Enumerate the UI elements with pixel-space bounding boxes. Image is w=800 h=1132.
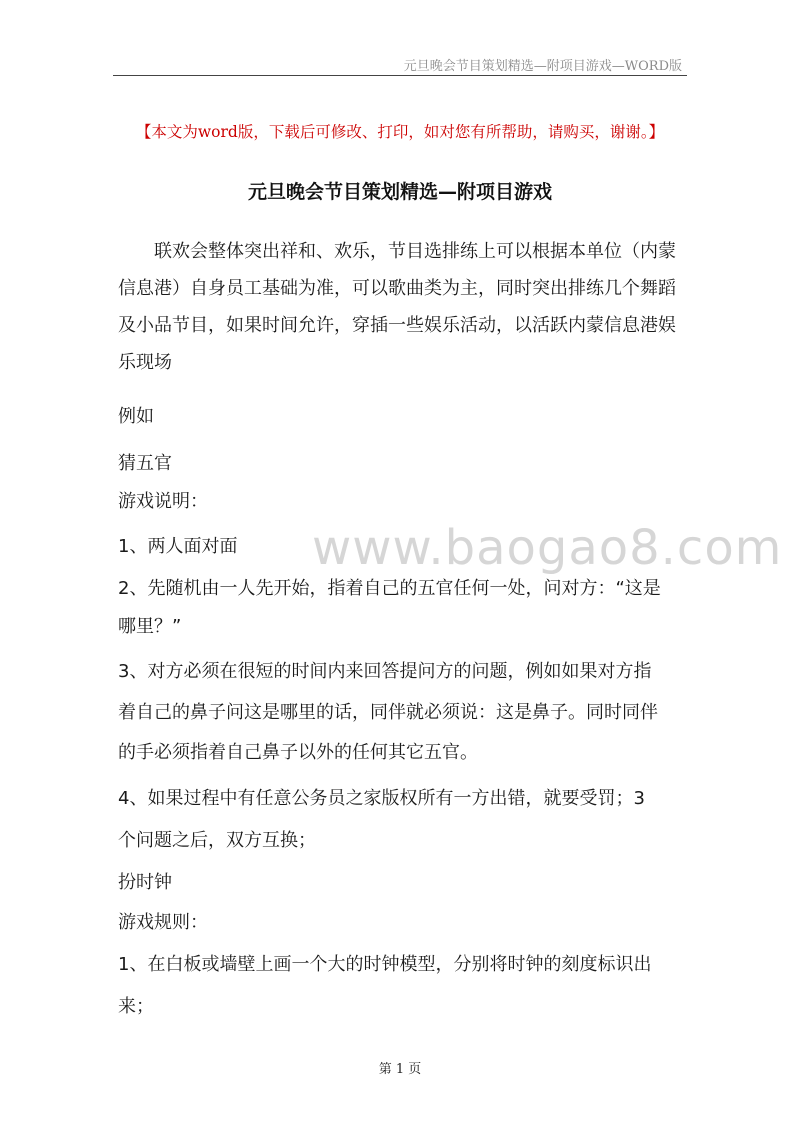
watermark: www.baogao8.com bbox=[312, 520, 783, 576]
text-line: 1、两人面对面 bbox=[118, 536, 238, 557]
document-title: 元旦晚会节目策划精选—附项目游戏 bbox=[247, 181, 552, 203]
text-line: 的手必须指着自己鼻子以外的任何其它五官。 bbox=[118, 742, 478, 763]
text-line: 3、对方必须在很短的时间内来回答提问方的问题，例如如果对方指 bbox=[118, 661, 652, 682]
text-line: 来； bbox=[118, 996, 154, 1017]
text-line: 猜五官 bbox=[118, 453, 172, 474]
text-line: 1、在白板或墙壁上画一个大的时钟模型，分别将时钟的刻度标识出 bbox=[118, 954, 652, 975]
page-number: 第 1 页 bbox=[378, 1062, 422, 1077]
text-line: 哪里？” bbox=[118, 616, 182, 637]
text-line: 4、如果过程中有任意公务员之家版权所有一方出错，就要受罚；3 bbox=[118, 788, 645, 809]
text-line: 着自己的鼻子问这是哪里的话，同伴就必须说：这是鼻子。同时同伴 bbox=[118, 702, 658, 723]
text-line: 个问题之后，双方互换； bbox=[118, 830, 316, 851]
word-version-notice: 【本文为word版，下载后可修改、打印，如对您有所帮助，请购买，谢谢。】 bbox=[135, 123, 665, 141]
text-line: 例如 bbox=[118, 406, 154, 427]
running-header: 元旦晚会节目策划精选—附项目游戏—WORD版 bbox=[403, 59, 682, 74]
text-line: 2、先随机由一人先开始，指着自己的五官任何一处，问对方：“这是 bbox=[118, 578, 661, 599]
intro-paragraph: 联欢会整体突出祥和、欢乐，节目选排练上可以根据本单位（内蒙信息港）自身员工基础为准，可以歌曲类为主，同时突出排练几个舞蹈及小品节目，如果时间允许，穿插一些娱乐活动，以活跃内蒙信息港娱乐现场 bbox=[118, 241, 676, 373]
text-line: 游戏规则： bbox=[118, 912, 208, 933]
text-line: 扮时钟 bbox=[118, 872, 172, 893]
text-line: 游戏说明： bbox=[118, 491, 208, 512]
header-rule bbox=[113, 75, 687, 76]
